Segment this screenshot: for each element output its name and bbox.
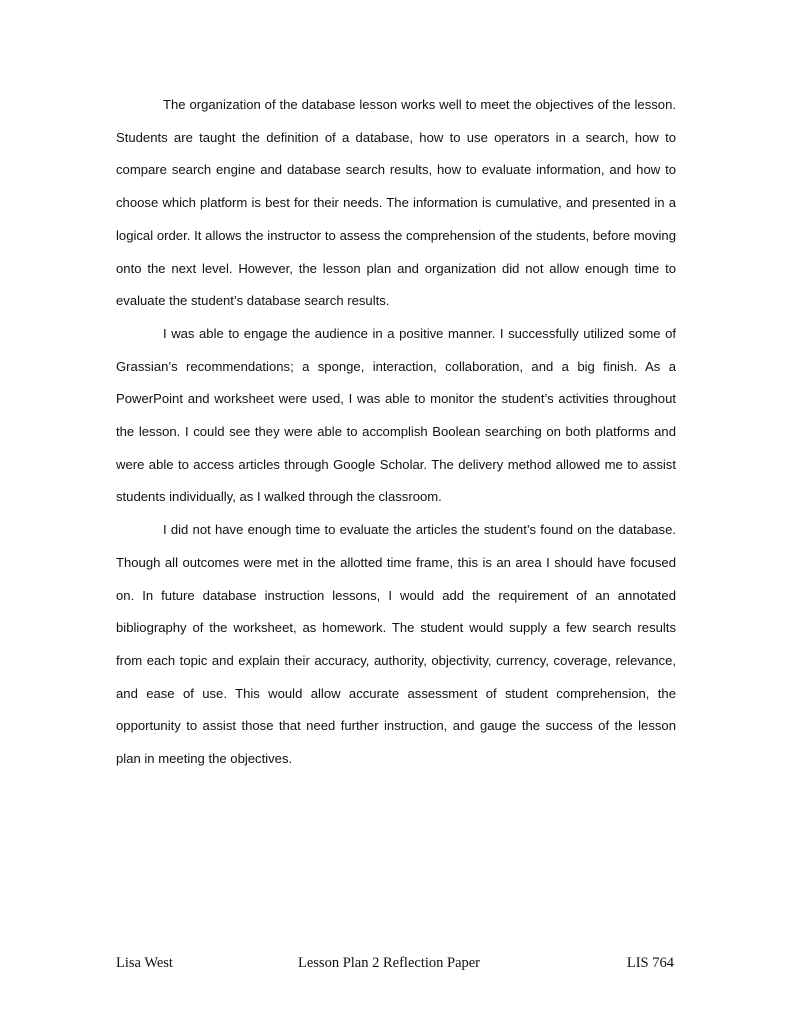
footer-author: Lisa West: [116, 955, 173, 971]
paragraph-1: The organization of the database lesson works well to meet the objectives of the lesson. Students are taught the definition of a database, how to use operators in a search, how to compare search engine and database search results, how to evaluate information, and how to choose which platform is best for their needs. The information is cumulative, and presented in a logical order. It allows the instructor to assess the comprehension of the students, before moving onto the next level. However, the lesson plan and organization did not allow enough time to evaluate the student’s database search results.: [116, 97, 676, 309]
footer-title: Lesson Plan 2 Reflection Paper: [298, 955, 481, 971]
document-body: [116, 89, 676, 776]
footer-course: LIS 764: [626, 955, 674, 971]
paragraph-2: I was able to engage the audience in a positive manner. I successfully utilized some of Grassian’s recommendations; a sponge, interaction, collaboration, and a big finish. As a PowerPoint and worksheet were used, I was able to monitor the student’s activities throughout the lesson. I could see they were able to accomplish Boolean searching on both platforms and were able to access articles through Google Scholar. The delivery method allowed me to assist students individually, as I walked through the classroom.: [116, 325, 676, 505]
page-footer: [116, 955, 674, 979]
paragraph-3: I did not have enough time to evaluate the articles the student’s found on the database. Though all outcomes were met in the allotted time frame, this is an area I should have focused on. In future database instruction lessons, I would add the requirement of an annotated bibliography of the worksheet, as homework. The student would supply a few search results from each topic and explain their accuracy, authority, objectivity, currency, coverage, relevance, and ease of use. This would allow accurate assessment of student comprehension, the opportunity to assist those that need further instruction, and gauge the success of the lesson plan in meeting the objectives.: [116, 522, 676, 767]
